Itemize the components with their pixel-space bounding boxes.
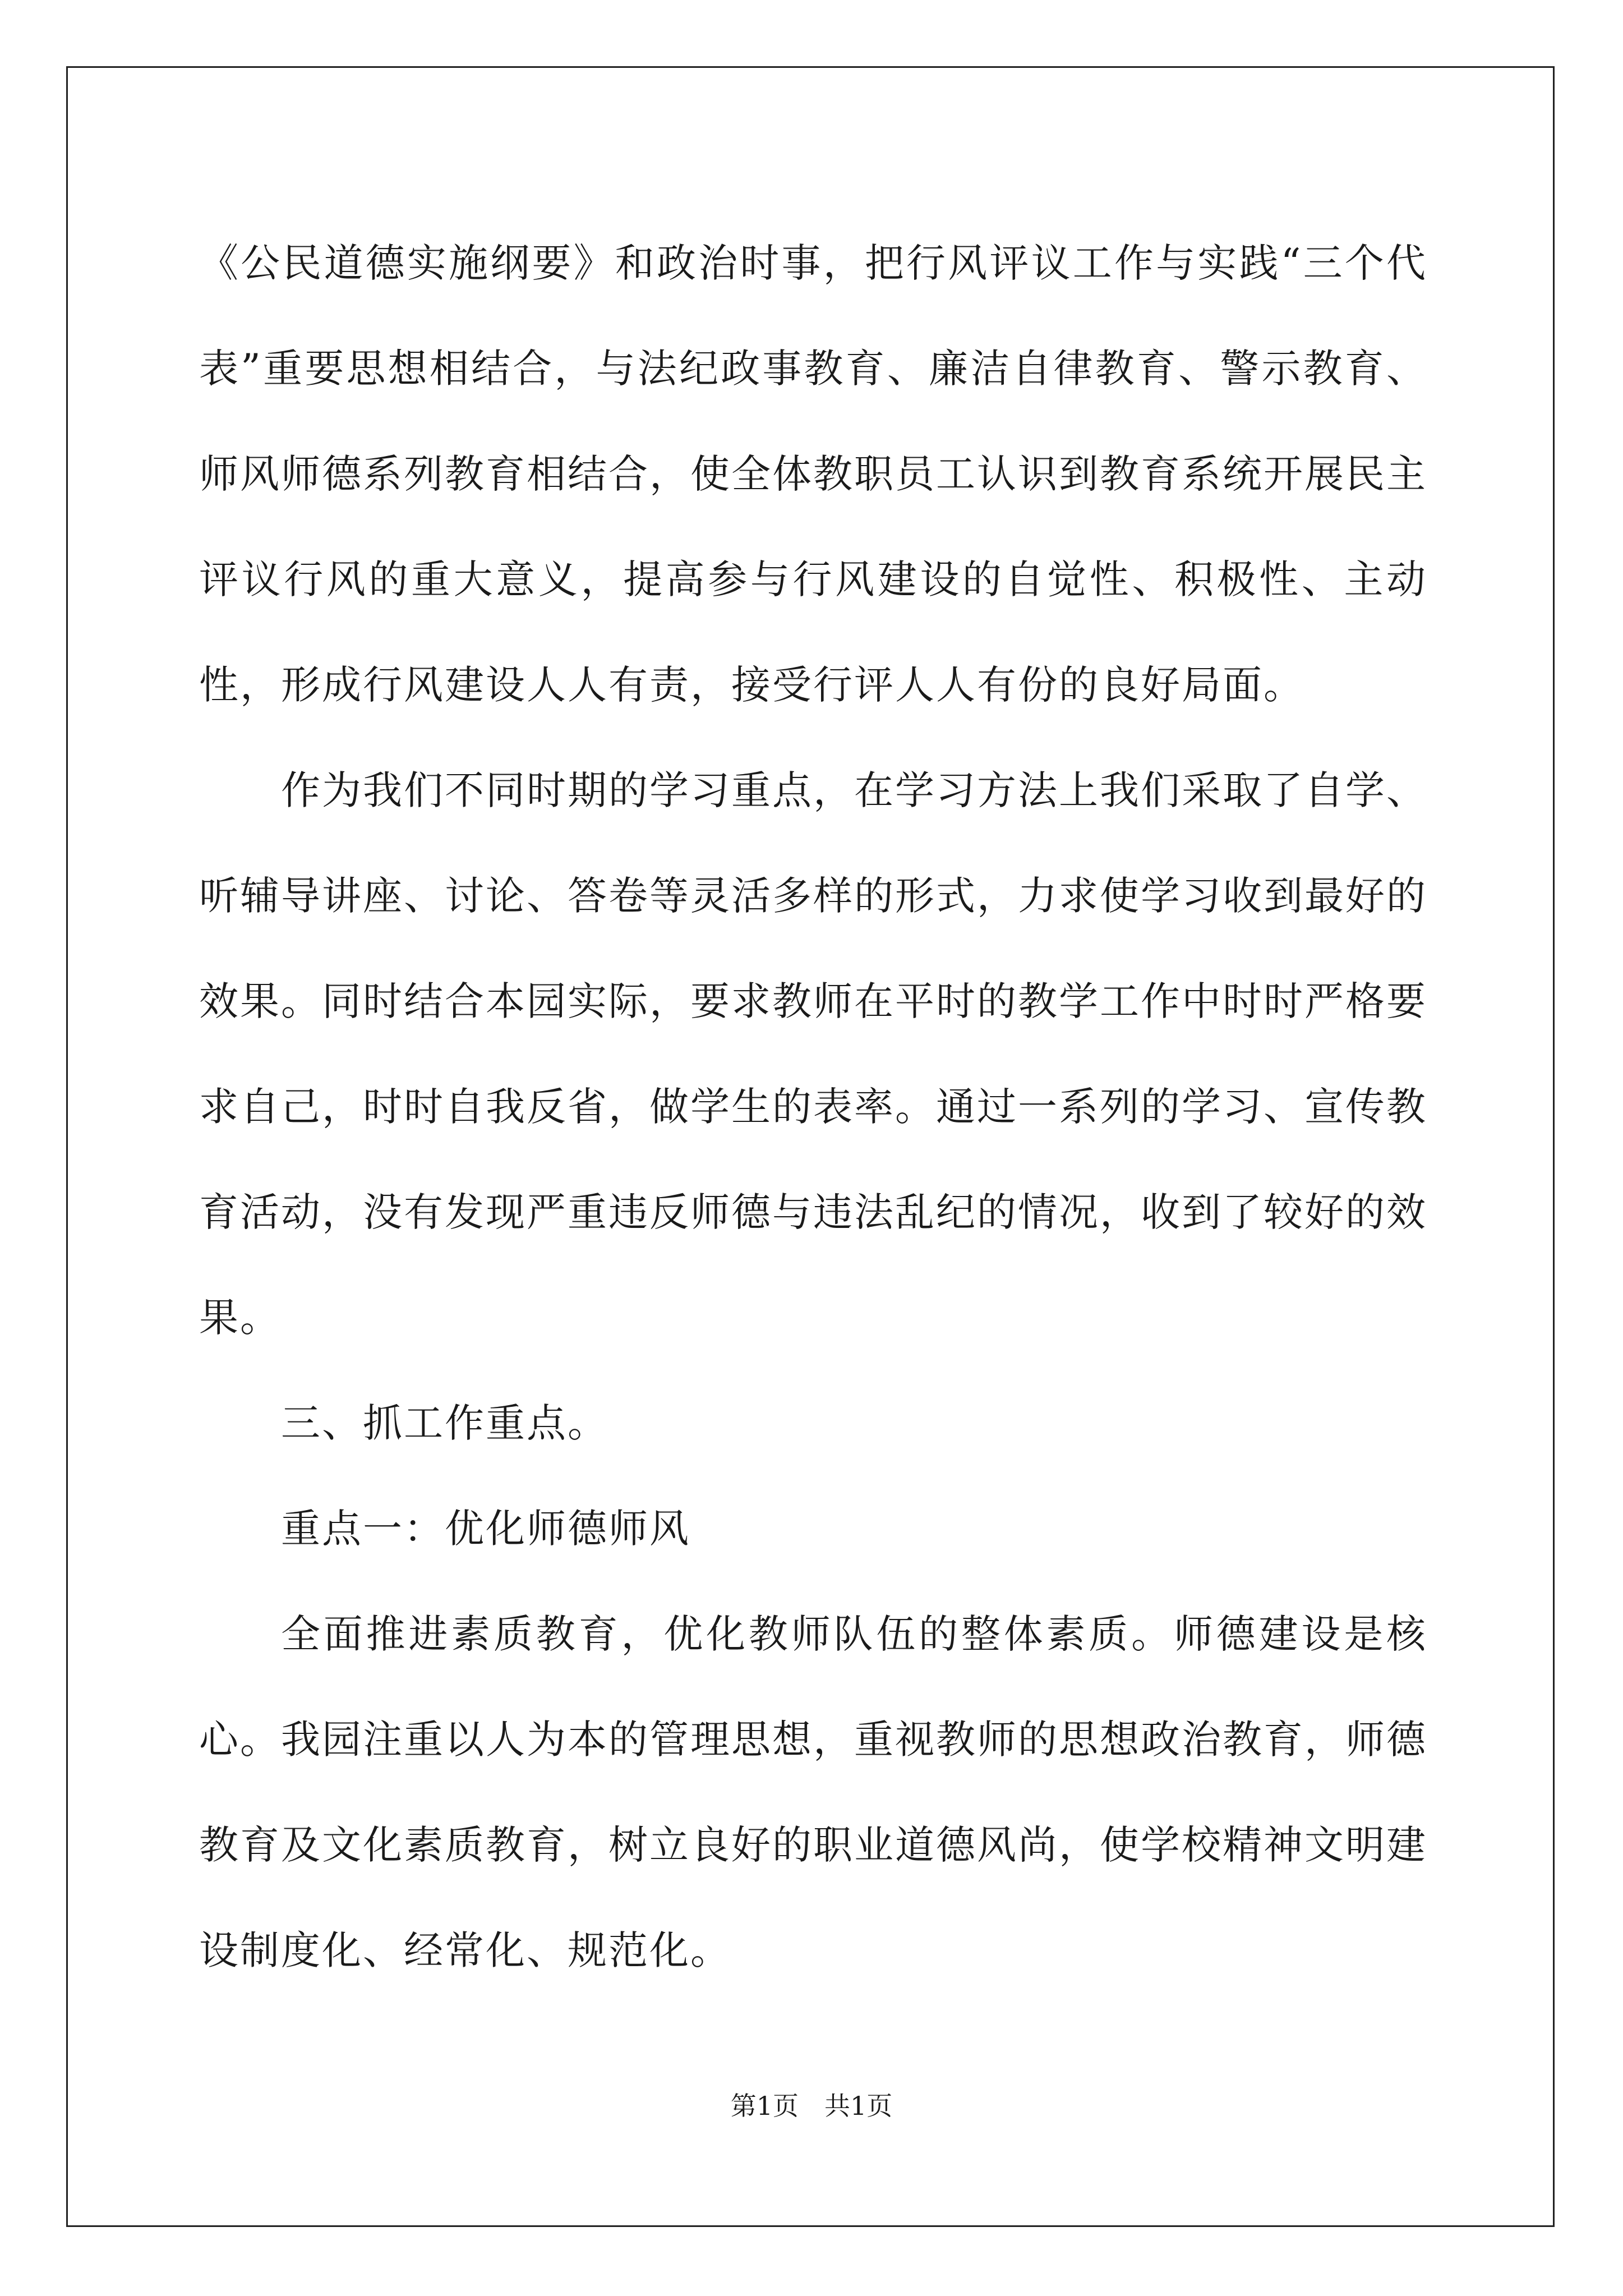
paragraph-2: 作为我们不同时期的学习重点，在学习方法上我们采取了自学、听辅导讲座、讨论、答卷等灵活多样的形式，力求使学习收到最好的效果。同时结合本园实际，要求教师在平时的教学工作中时时严格要求自己，时时自我反省，做学生的表率。通过一系列的学习、宣传教育活动，没有发现严重违反师德与违法乱纪的情况，收到了较好的效果。 xyxy=(199,767,1427,1341)
page-number-footer: 第1页 共1页 xyxy=(730,2091,893,2121)
paragraph-5: 全面推进素质教育，优化教师队伍的整体素质。师德建设是核心。我园注重以人为本的管理思想，重视教师的思想政治教育，师德教育及文化素质教育，树立良好的职业道德风尚，使学校精神文明建设制度化、经常化、规范化。 xyxy=(199,1611,1427,1973)
document-body xyxy=(199,210,1427,2003)
subheading-focus-1: 重点一：优化师德师风 xyxy=(281,1506,690,1552)
paragraph-1: 《公民道德实施纲要》和政治时事，把行风评议工作与实践“三个代表”重要思想相结合，与法纪政事教育、廉洁自律教育、警示教育、师风师德系列教育相结合，使全体教职员工认识到教育系统开展民主评议行风的重大意义，提高参与行风建设的自觉性、积极性、主动性，形成行风建设人人有责，接受行评人人有份的良好局面。 xyxy=(199,240,1427,708)
section-heading-3: 三、抓工作重点。 xyxy=(281,1400,608,1446)
